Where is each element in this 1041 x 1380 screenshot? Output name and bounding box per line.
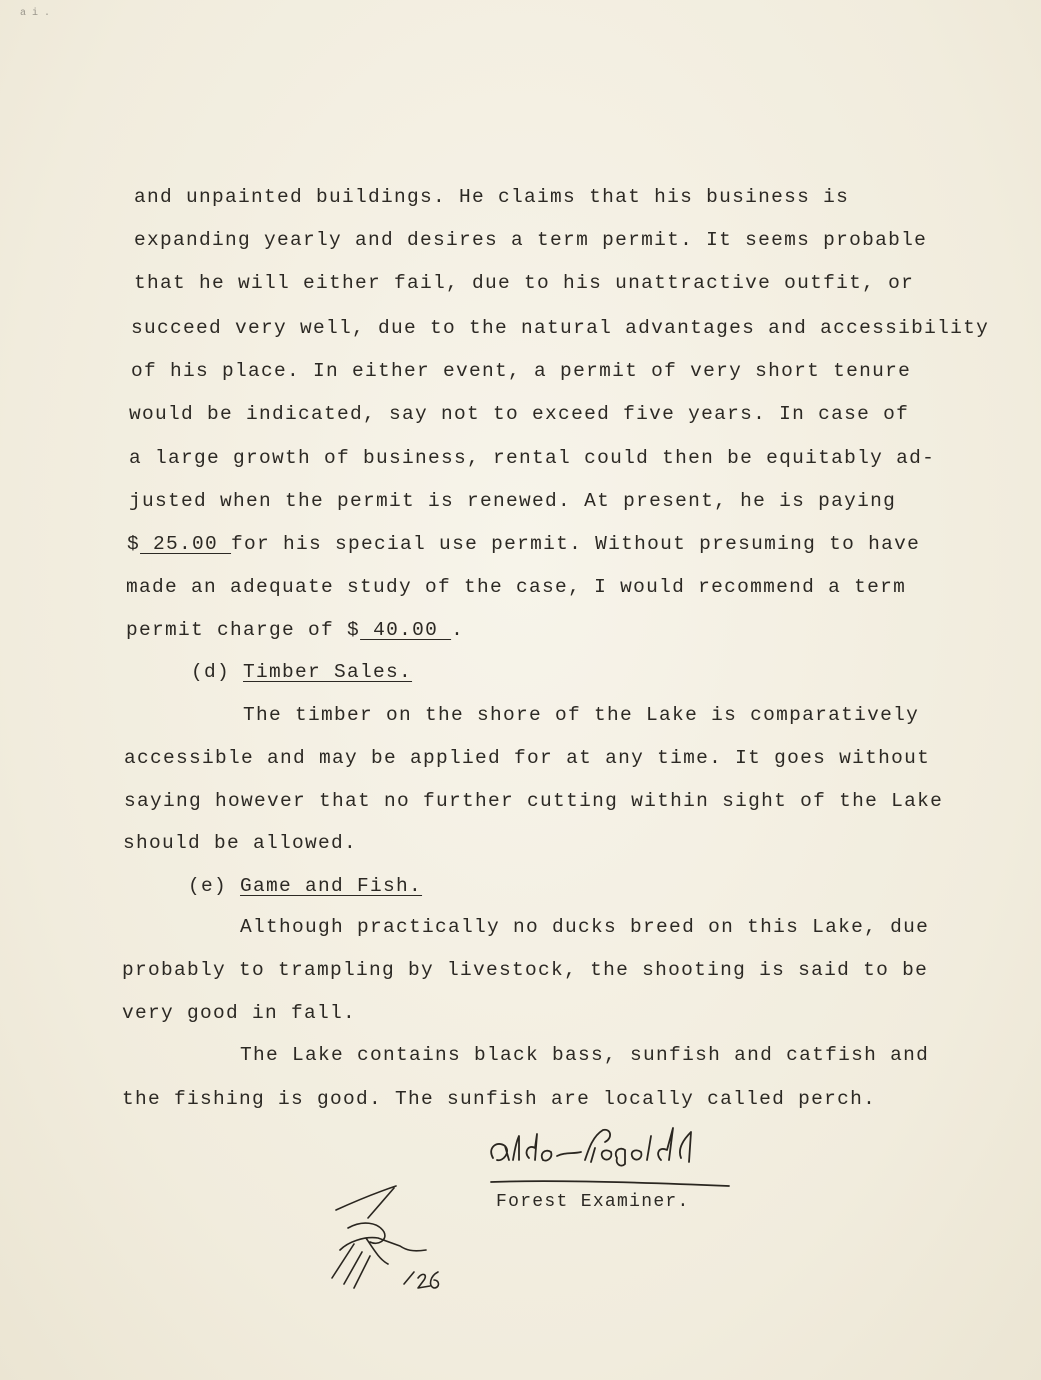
permit-charge-prefix: permit charge of <box>126 619 348 641</box>
text-line: The Lake contains black bass, sunfish and catfish and <box>240 1044 930 1066</box>
text-line: expanding yearly and desires a term permit. It seems probable <box>134 229 928 251</box>
text-line: accessible and may be applied for at any time. It goes without <box>124 747 931 769</box>
text-line: The timber on the shore of the Lake is comparatively <box>243 704 920 726</box>
timber-heading: Timber Sales. <box>243 661 413 683</box>
permit-charge-suffix: . <box>451 619 465 641</box>
special-use-amount: 25.00 <box>140 533 232 555</box>
special-use-line <box>127 532 920 556</box>
timber-heading-line <box>191 660 412 684</box>
game-heading-line <box>188 874 422 898</box>
permit-charge-amount: 40.00 <box>360 619 452 641</box>
examiner-title: Forest Examiner. <box>496 1192 690 1212</box>
text-line: should be allowed. <box>123 832 358 854</box>
special-use-text: for his special use permit. Without presuming to have <box>231 533 921 555</box>
dollar-sign: $ <box>127 533 141 555</box>
corner-marks: a i . <box>20 8 51 19</box>
text-line: that he will either fail, due to his unattractive outfit, or <box>134 272 915 294</box>
text-line: probably to trampling by livestock, the shooting is said to be <box>122 959 929 981</box>
game-heading: Game and Fish. <box>240 875 423 897</box>
text-line: very good in fall. <box>122 1002 357 1024</box>
section-letter: (d) <box>191 661 244 683</box>
handwritten-initials <box>318 1180 453 1305</box>
text-line: saying however that no further cutting within sight of the Lake <box>124 790 944 812</box>
text-line: of his place. In either event, a permit of very short tenure <box>131 360 912 382</box>
signature-drawing <box>485 1118 735 1193</box>
text-line: would be indicated, say not to exceed five years. In case of <box>129 403 910 425</box>
section-letter: (e) <box>188 875 241 897</box>
dollar-sign: $ <box>347 619 361 641</box>
permit-charge-line <box>126 618 464 642</box>
text-line: succeed very well, due to the natural advantages and accessibility <box>131 317 990 339</box>
text-line: Although practically no ducks breed on this Lake, due <box>240 916 930 938</box>
text-line: and unpainted buildings. He claims that his business is <box>134 186 850 208</box>
text-line: made an adequate study of the case, I would recommend a term <box>126 576 907 598</box>
signature <box>485 1118 735 1193</box>
initials-drawing <box>318 1180 453 1305</box>
text-line: the fishing is good. The sunfish are locally called perch. <box>122 1088 877 1110</box>
text-line: a large growth of business, rental could then be equitably ad- <box>129 447 936 469</box>
text-line: justed when the permit is renewed. At present, he is paying <box>129 490 897 512</box>
